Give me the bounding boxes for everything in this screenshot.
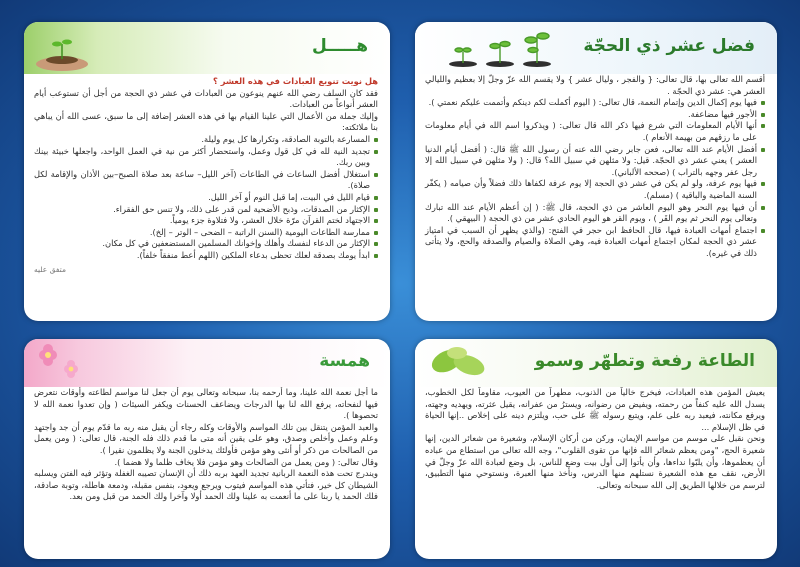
hand-sprout-icon — [32, 26, 102, 72]
flowers-icon — [30, 341, 90, 387]
card-body — [415, 387, 777, 491]
footnote: متفق عليه — [34, 264, 66, 274]
card-virtue-dhul-hijjah — [415, 22, 777, 321]
bullet-item: المسارعة بالتوبة الصادقة، وتكرارها كل يوم وليلة. — [34, 134, 378, 146]
paragraph: ونحن نقبل على موسم من مواسم الإيمان، وركن من أركان الإسلام، وشعيرة من شعائر الدين، إنها شعيرة الحج، "ومن يعظم شعائر الله فإنها من تقوى القلوب"، وجه الله تعالى من استطاع من عباده أن يعظموها، وأن يلبّوا نداءها، وأن يأتوا إلى أول بيت وضع للناس، بل وضع لعبادة الله عزّ وجلّ في الأرض، نقف مع هذه الشعيرة نستلهم منها الدرس، ونأخذ منها العبرة، ونستوحي منها التطبيق، لترسم من خلالها الطريق إلى الله سبحانه وتعالى. — [425, 433, 765, 490]
card-title: فضل عشر ذي الحجّة — [583, 36, 755, 56]
bullet-item: الإكثار من الصدقات، وذبح الأضحية لمن قدر على ذلك، ولا تنس حق الفقراء. — [34, 204, 378, 216]
paragraph: ما أجل نعمة الله علينا، وما أرحمه بنا، سبحانه وتعالى يوم أن جعل لنا مواسم لطاعته وأوقات نتعرض فيها لنفحاته، يرفع الله لنا بها الدرجات ويضاعف الحسنات ويكفر السيئات ( وإن تعدوا نعمة الله لا تحصوها ). — [34, 387, 378, 421]
bullet-item: أنها الأيام المعلومات التي شرع فيها ذكر الله قال تعالى: ( ويذكروا اسم الله في أيام معلومات على ما رزقهم من بهيمة الأنعام ). — [425, 120, 765, 143]
seedlings-icon — [445, 28, 555, 68]
card-header — [24, 22, 390, 74]
bullet-item: تجديد النية لله في كل قول وعمل، واستحضار أكثر من نية في العمل الواحد، واجعلها خبيئة بينك وبين ربك. — [34, 146, 378, 169]
paragraph: وإليك جملة من الأعمال التي علينا القيام بها في هذه العشر إضافة إلى ما سبق، عسى الله أن يباهي بنا ملائكته: — [34, 110, 378, 133]
card-body — [415, 74, 777, 260]
card-header — [24, 339, 390, 387]
bullet-item: الإكثار من الدعاء لنفسك وأهلك وإخوانك المسلمين المستضعفين في كل مكان. — [34, 238, 378, 250]
card-body — [24, 76, 390, 275]
leaves-icon — [425, 341, 495, 385]
bullet-item: أن فيها يوم النحر وهو اليوم العاشر من ذي الحجة، قال ﷺ: ( إن أعظم الأيام عند الله تبارك وتعالى يوم النحر ثم يوم القَر ) ، ويوم القر هو اليوم الحادي عشر من ذي الحجة ( البيهقي ). — [425, 202, 765, 225]
bullet-item: فيها يوم عرفة، ولو لم يكن في عشر ذي الحجة إلا يوم عرفة لكفاها ذلك فضلاً وأن صيامه ( يكفّر السنة الماضية والباقية ) (مسلم). — [425, 178, 765, 201]
card-have-you — [24, 22, 390, 321]
paragraph: ويندرج تحت هذه النعمة الربانية تجديد العهد بربه ذلك أن الإنسان تصيبه الغفلة وتؤثر فيه الفتن ويسلبه الشيطان كل خير، فتأتي هذه المواسم فيتوب ويرجع ويعود، بنفس مقبلة، ودمعة هاطلة، وتوبة صادقة، فلك الحمد يا ربنا على ما أنعمت به علينا ولك الحمد أولا وآخرا ولك الحمد من قبل ومن بعد. — [34, 468, 378, 502]
bullet-item: الأجور فيها مضاعفة. — [425, 109, 765, 121]
card-whisper — [24, 339, 390, 559]
card-title: همسة — [319, 351, 370, 371]
bullet-item: اجتماع أمهات العبادة فيها، قال الحافظ ابن حجر في الفتح: (والذي يظهر أن السبب في امتياز عشر ذي الحجة لمكان اجتماع أمهات العبادة فيه، وهي الصلاة والصيام والصدقة والحج، ولا يتأتى ذلك في غيره). — [425, 225, 765, 260]
card-body — [24, 387, 390, 503]
bullet-item: ممارسة الطاعات اليومية (السنن الراتبة – الضحى – الوتر – إلخ). — [34, 227, 378, 239]
bullet-item: الاجتهاد لختم القرآن مرّة خلال العشر، ولا فتلاوة جزء يومياً. — [34, 215, 378, 227]
paragraph: وقال تعالى: ( ومن يعمل من الصالحات وهو مؤمن فلا يخاف ظلما ولا هضما ). — [114, 456, 378, 467]
card-obedience — [415, 339, 777, 559]
bullet-item: ابدأ يومك بصدقة لعلك تحظى بدعاء الملكين (اللهم أعط منفقاً خلفاً). — [34, 250, 378, 262]
paragraph: يعيش المؤمن هذه العبادات، فيخرج خالياً من الذنوب، مطهراً من العيوب، مقاوماً لكل الخطوب، يسدل الله عليه كنفاً من رحمته، ويفيض من رضوانه، ويسترُ من عفرانه، يقيل عثرته، ويهديه وجهته، ويرفع مكانته، فيعبد ربه على علم، ويتبع رسوله ﷺ على حب، ويلتزم دينه على إخلاص ..إنها الحياة في ظل الإسلام ... — [425, 387, 765, 432]
question-heading: هل نويت تنويع العبادات في هذه العشر ؟ — [213, 76, 378, 86]
card-title: هـــــل — [311, 36, 368, 56]
bullet-item: أفضل الأيام عند الله تعالى، فعن جابر رضي الله عنه أن رسول الله ﷺ قال: ( أفضل أيام الدنيا العشر ) يعني عشر ذي الحجّة. قيل: ولا مثلهن في سبيل الله؟ قال: ( ولا مثلهن في سبيل الله إلا رجل عفر وجهه بالتراب ) (صححه الألباني). — [425, 144, 765, 179]
card-header — [415, 339, 777, 387]
card-header — [415, 22, 777, 74]
paragraph: فقد كان السلف رضي الله عنهم ينوعون من العبادات في عشر ذي الحجة من أجل أن تستوعب أيام العشر أنواعاً من العبادات. — [34, 87, 378, 110]
paragraph: أقسم الله تعالى بها، قال تعالى: { والفجر ، وليال عشر } ولا يقسم الله عزّ وجلّ إلا بعظيم والليالي العشر هي: عشر ذي الحجّة . — [425, 74, 765, 96]
bullet-item: فيها يوم إكمال الدين وإتمام النعمة، قال تعالى: ( اليوم أكملت لكم دينكم وأتممت عليكم نعمتي ). — [425, 97, 765, 109]
bullet-item: قيام الليل في البيت، إما قبل النوم أو آخر الليل. — [34, 192, 378, 204]
paragraph: والعبد المؤمن يتنقل بين تلك المواسم والأوقات وكله رجاء أن يقبل منه ربه ما قدّم يوم أن جد واجتهد وعلم وعمل وأخلص وصدق، وهو على يقين أنه متى ما قدم ذلك فله الجنة، قال تعالى: ( ومن يعمل من الصالحات من ذكر أو أنثى وهو مؤمن فأولئك يدخلون الجنة ولا يظلمون نقيرا ). — [34, 421, 378, 455]
card-title: الطاعة رفعة وتطهّر وسمو — [534, 351, 755, 371]
bullet-item: استغلال أفضل الساعات في الطاعات (آخر الليل– ساعة بعد صلاة الصبح–بين الأذان والإقامة لكل صلاة). — [34, 169, 378, 192]
